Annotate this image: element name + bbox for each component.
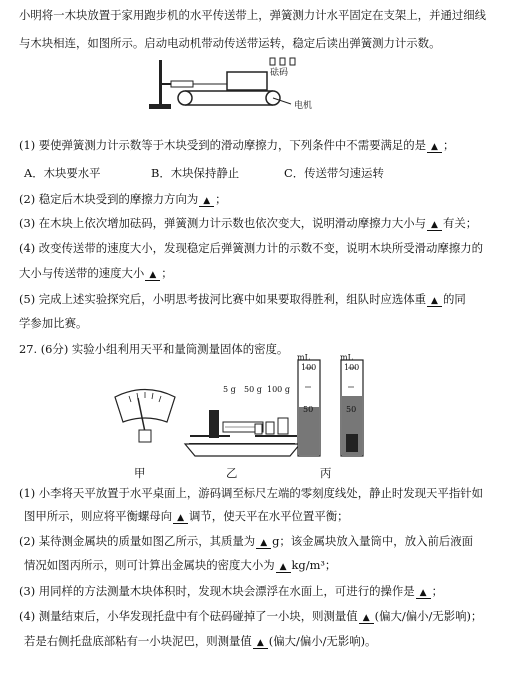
question-5-end: 的同: [442, 292, 466, 306]
figure-label-bing: 丙: [320, 466, 332, 480]
question-3-text: (3) 在木块上依次增加砝码，弹簧测力计示数也依次变大，说明滑动摩擦力大小与: [19, 216, 427, 230]
answer-blank[interactable]: ▲: [256, 538, 271, 549]
question-1-text: (1) 要使弹簧测力计示数等于木块受到的滑动摩擦力，下列条件中不需要满足的是: [19, 138, 427, 152]
cylinder-1-100: 100: [301, 363, 317, 372]
p27-question-3: [19, 584, 443, 599]
cylinder-2-100: 100: [344, 363, 360, 372]
p27-question-2-text-2: 情况如图丙所示，则可计算出金属块的密度大小为: [24, 558, 275, 572]
question-4-text: 大小与传送带的速度大小: [19, 266, 145, 280]
cylinder-2-unit: mL: [340, 353, 353, 362]
p27-question-4-mid: (偏大/偏小/无影响)；: [374, 609, 483, 623]
answer-blank[interactable]: ▲: [276, 562, 291, 573]
figure-label-yi: 乙: [226, 466, 238, 480]
p27-question-4-line-1: [19, 609, 482, 624]
p27-question-2-text: (2) 某待测金属块的质量如图乙所示，其质量为: [19, 534, 256, 548]
answer-blank[interactable]: ▲: [416, 588, 431, 599]
motor-label: 电机: [294, 101, 313, 111]
answer-blank[interactable]: ▲: [199, 196, 214, 207]
question-5-text: (5) 完成上述实验探究后，小明思考拔河比赛中如果要取得胜利，组队时应选体重: [19, 292, 427, 306]
question-2: [19, 192, 227, 207]
p27-question-3-end: ；: [431, 584, 443, 598]
cylinder-1-unit: mL: [297, 353, 310, 362]
question-3-end: 有关；: [442, 216, 478, 230]
answer-blank[interactable]: ▲: [145, 270, 160, 281]
question-4-end: ；: [161, 266, 173, 280]
option-b: B．木块保持静止: [151, 166, 240, 180]
p27-question-1-text: 图甲所示，则应将平衡螺母向: [24, 509, 173, 523]
p27-question-4-text: (4) 测量结束后，小华发现托盘中有个砝码碰掉了一小块，则测量值: [19, 609, 358, 623]
p27-question-1-line-1: (1) 小李将天平放置于水平桌面上，游码调至标尺左端的零刻度线处，静止时发现天平指针如: [19, 486, 483, 500]
p27-question-2-line-2: [24, 558, 336, 573]
p27-question-4-text-2: 若是右侧托盘底部粘有一小块泥巴，则测量值: [24, 634, 252, 648]
question-3: [19, 216, 477, 231]
density-unit: kg/m³；: [291, 558, 337, 572]
p27-question-4-end: (偏大/偏小/无影响)。: [268, 634, 377, 648]
p27-question-1-line-2: [24, 509, 349, 524]
mass-50g-label: 50 g: [244, 385, 262, 394]
cylinder-1-50: 50: [303, 405, 314, 414]
question-1: [19, 138, 454, 153]
answer-blank[interactable]: ▲: [427, 142, 442, 153]
mass-5g-label: 5 g: [223, 385, 236, 394]
question-2-end: ；: [215, 192, 227, 206]
problem-27-title: 27. (6分) 实验小组利用天平和量筒测量固体的密度。: [19, 342, 289, 356]
question-4-line-1: (4) 改变传送带的速度大小，发现稳定后弹簧测力计的示数不变，说明木块所受滑动摩擦力的: [19, 241, 483, 255]
answer-blank[interactable]: ▲: [173, 513, 188, 524]
option-c: C．传送带匀速运转: [284, 166, 384, 180]
balance-cylinder-figure: [105, 352, 375, 462]
question-4-line-2: [19, 266, 173, 281]
cylinder-2-50: 50: [346, 405, 357, 414]
question-5-line-1: [19, 292, 466, 307]
question-5-line-2: 学参加比赛。: [19, 316, 88, 330]
intro-line-1: 小明将一木块放置于家用跑步机的水平传送带上，弹簧测力计水平固定在支架上，并通过细线: [19, 8, 487, 22]
figure-label-jia: 甲: [134, 466, 146, 480]
p27-question-1-end: 调节，使天平在水平位置平衡；: [189, 509, 349, 523]
question-2-text: (2) 稳定后木块受到的摩擦力方向为: [19, 192, 199, 206]
answer-blank[interactable]: ▲: [359, 613, 374, 624]
answer-blank[interactable]: ▲: [427, 220, 442, 231]
intro-line-2: 与木块相连，如图所示。启动电动机带动传送带运转，稳定后读出弹簧测力计示数。: [19, 36, 441, 50]
p27-question-4-line-2: [24, 634, 376, 649]
option-a: A．木块要水平: [24, 166, 101, 180]
weights-label: 砝码: [270, 68, 289, 78]
p27-question-2-mid: g；该金属块放入量筒中，放入前后液面: [272, 534, 474, 548]
question-1-end: ；: [442, 138, 455, 152]
mass-100g-label: 100 g: [267, 385, 290, 394]
answer-blank[interactable]: ▲: [427, 296, 442, 307]
answer-blank[interactable]: ▲: [253, 638, 268, 649]
p27-question-3-text: (3) 用同样的方法测量木块体积时，发现木块会漂浮在水面上，可进行的操作是: [19, 584, 415, 598]
treadmill-figure: [145, 54, 345, 124]
p27-question-2-line-1: [19, 534, 473, 549]
